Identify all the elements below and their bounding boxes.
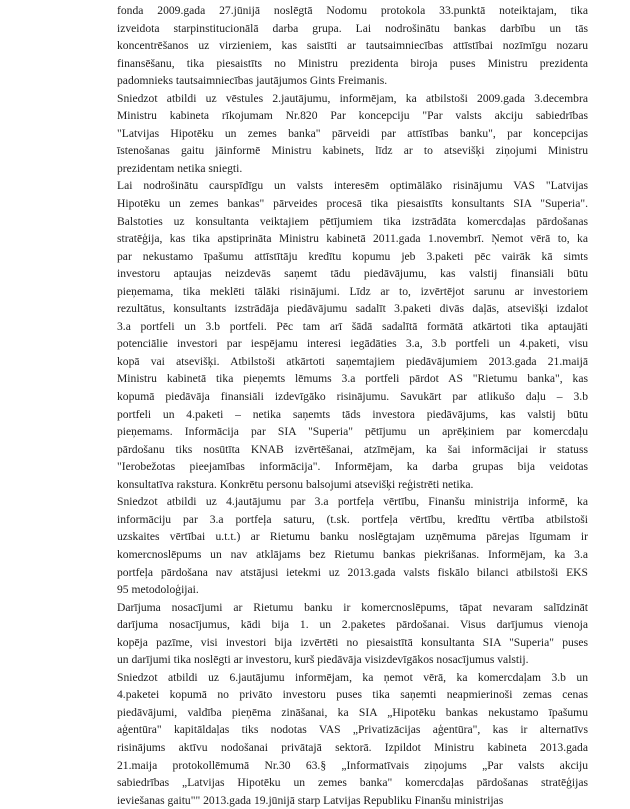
text-line: 95 metodoloģijai. bbox=[117, 583, 199, 597]
text-line: izveidota starpinstitucionālā darba grupa. Lai nodrošinātu bankas darbību un tās bbox=[117, 21, 588, 35]
text-line: komercnoslēpums un nav atklājams bez Rietumu bankas piekrišanas. Informējam, ka 3.a bbox=[117, 547, 588, 561]
text-line: 21.maija protokollēmumā Nr.30 63.§ „Informatīvais ziņojums „Par valsts akciju bbox=[117, 758, 588, 772]
paragraph-1 bbox=[117, 2, 588, 90]
text-line: stratēģija, kas tika apstiprināta Ministru kabinetā 2011.gada 1.novembrī. Ņemot vērā to, ka bbox=[117, 232, 588, 246]
text-line: uzskaites vērtībai u.t.t.) ar Rietumu banku noslēgtajam uzņēmuma pārejas līgumam ir bbox=[117, 530, 588, 544]
text-line: kopumā piedāvāja finansiāli izdevīgāko risinājumu. Savukārt par atlikušo daļu – 3.b bbox=[117, 390, 588, 404]
text-line: sabiedrības „Latvijas Hipotēku un zemes banka" komercdaļas pārdošanas stratēģijas bbox=[117, 776, 588, 790]
text-line: Lai nodrošinātu caurspīdīgu un valsts interesēm optimālāko risinājumu VAS "Latvijas bbox=[117, 179, 588, 193]
text-line: Balstoties uz konsultanta veiktajiem pētījumiem tika izstrādāta komercdaļas pārdošanas bbox=[117, 214, 588, 228]
paragraph-2 bbox=[117, 90, 588, 178]
text-line: portfeli un 4.paketi – netika saņemts tāds investora piedāvājums, kas valstij būtu bbox=[117, 407, 588, 421]
text-line: Sniedzot atbildi uz 4.jautājumu par 3.a portfeļa vērtību, Finanšu ministrija informē, ka bbox=[117, 495, 588, 509]
text-line: Sniedzot atbildi uz 6.jautājumu informējam, ka ņemot vērā, ka komercdaļam 3.b un bbox=[117, 670, 588, 684]
text-line: fonda 2009.gada 27.jūnijā noslēgtā Nodomu protokola 33.punktā noteiktajam, tika bbox=[117, 4, 588, 17]
text-line: finansēšanu, tika piesaistīts no Ministru prezidenta biroja puses Ministru prezidenta bbox=[117, 56, 588, 70]
paragraph-3 bbox=[117, 177, 588, 493]
text-line: Darījuma nosacījumi ar Rietumu banku ir komercnoslēpums, tāpat nevaram salīdzināt bbox=[117, 600, 588, 614]
text-line: darījuma nosacījumus, kādi bija 1. un 2.paketes pārdošanai. Visus darījumus vienoja bbox=[117, 618, 588, 632]
text-line: padomnieks tautsaimniecības jautājumos Gints Freimanis. bbox=[117, 74, 388, 88]
text-line: Hipotēku un zemes bankas" pārveides procesā tika piesaistīts konsultants SIA "Superia". bbox=[117, 197, 588, 211]
text-line: 4.paketei kopumā no privāto investoru puses tika saņemti neapmierinoši zemas cenas bbox=[117, 688, 588, 702]
paragraph-6 bbox=[117, 669, 588, 809]
text-line: pieņemama, tika meklēti tālāki risinājumi. Līdz ar to, izvērtējot sarunu ar investoriem bbox=[117, 284, 588, 298]
text-line: pārdošanu tiks nosūtīta KNAB izvērtēšanai, atzīmējam, ka šai informācijai ir statuss bbox=[117, 442, 588, 456]
text-line: par nekustamo īpašumu attīstītāju kredītu kopumu jeb 3.paketi pēc vairāk kā simts bbox=[117, 249, 588, 263]
text-line: potenciālie investori par iespējamu interesi iegādāties 3.a, 3.b portfeli un 4.paketi, visu bbox=[117, 337, 588, 351]
text-line: 3.a portfeli un 3.b portfeli. Pēc tam arī šādā sadalītā formātā atkārtoti tika aptaujāti bbox=[117, 319, 588, 333]
text-line: investoru aptaujas neizdevās saņemt tādu piedāvājumu, kas valstij finansiāli būtu bbox=[117, 267, 588, 281]
text-line: "Latvijas Hipotēku un zemes banka" pārveidi par attīstības banku", par koncepcijas bbox=[117, 126, 588, 140]
text-line: informāciju par 3.a portfeļa saturu, (t.sk. portfeļa vērtību, kredītu vērtība atbilstoši bbox=[117, 512, 588, 526]
paragraph-4 bbox=[117, 493, 588, 598]
text-line: konsultatīva rakstura. Konkrētu personu balsojumi atsevišķi reģistrēti netika. bbox=[117, 477, 474, 491]
text-line: "Ierobežotas pieejamības informācija". Informējam, ka darba grupas bija veidotas bbox=[117, 460, 588, 474]
text-line: koncentrēšanos uz virzieniem, kas saistīti ar tautsaimniecības attīstībai nozīmīgu nozaru bbox=[117, 39, 588, 53]
text-line: portfeļa pārdošana nav atstājusi ietekmi uz 2013.gada valsts fiskālo bilanci atbilstoši EKS bbox=[117, 565, 588, 579]
text-line: kopā vai atsevišķi. Atbilstoši atkārtoti saņemtajiem piedāvājumiem 2013.gada 21.maijā bbox=[117, 354, 588, 368]
text-line: piedāvājumi, valdība pieņēma zināšanai, ka SIA „Hipotēku bankas nekustamo īpašumu bbox=[117, 705, 588, 719]
text-line: Ministru kabineta rīkojumam Nr.820 Par koncepciju "Par valsts akciju sabiedrības bbox=[117, 109, 588, 123]
document-body bbox=[117, 2, 588, 809]
text-line: pieņemams. Informācija par SIA "Superia" pētījumu un aprēķiniem par komercdaļu bbox=[117, 425, 588, 439]
text-line: Sniedzot atbildi uz vēstules 2.jautājumu, informējam, ka atbilstoši 2009.gada 3.decembra bbox=[117, 91, 588, 105]
text-line: risinājums aktīvu nodošanai privātajā sektorā. Izpildot Ministru kabineta 2013.gada bbox=[117, 740, 588, 754]
text-line: Ministru kabinetā tika pieņemts lēmums 3.a portfeli pārdot AS "Rietumu banka", kas bbox=[117, 372, 588, 386]
paragraph-5 bbox=[117, 599, 588, 669]
text-line: prezidentam netika sniegti. bbox=[117, 161, 243, 175]
text-line: ieviešanas gaitu"" 2013.gada 19.jūnijā starp Latvijas Republiku Finanšu ministrijas bbox=[117, 793, 504, 807]
text-line: aģentūra" kapitāldaļas tiks nodotas VAS „Privatizācijas aģentūra", kas ir alternatīvs bbox=[117, 723, 588, 737]
text-line: kopēja pazīme, visi investori bija izvērtēti no piesaistītā konsultanta SIA "Superia" puses bbox=[117, 635, 588, 649]
text-line: rezultātus, konsultants izstrādāja piedāvājumu sadalīt 3.paketi divās daļās, atsevišķi izdalot bbox=[117, 302, 588, 316]
text-line: un darījumi tika noslēgti ar investoru, kurš piedāvāja visizdevīgākos nosacījumus valstij. bbox=[117, 653, 529, 667]
text-line: īstenošanas gaitu jāinformē Ministru kabinets, līdz ar to atsevišķi ziņojumi Ministru bbox=[117, 144, 588, 158]
